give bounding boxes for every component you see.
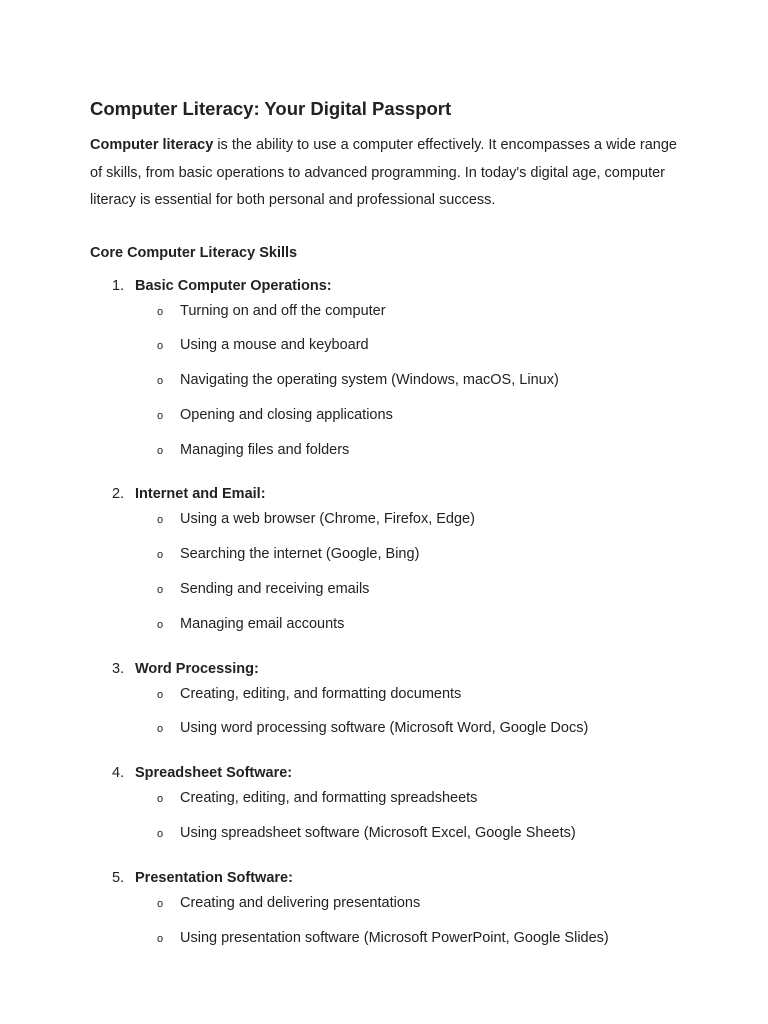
skill-subitem	[135, 301, 680, 336]
skills-list	[90, 276, 680, 963]
skill-number: 4.	[112, 765, 125, 782]
skill-item	[90, 868, 680, 963]
skill-subitems	[135, 788, 680, 858]
skill-subitem	[135, 928, 680, 963]
intro-bold-term: Computer literacy	[90, 137, 214, 153]
skill-subitem-text: Navigating the operating system (Windows, macOS, Linux)	[180, 372, 559, 389]
skill-item	[90, 276, 680, 475]
skill-subitem-text: Creating and delivering presentations	[180, 894, 421, 911]
skill-item	[90, 763, 680, 858]
circle-bullet-icon: o	[157, 375, 164, 388]
skill-subitem-text: Using spreadsheet software (Microsoft Excel, Google Sheets)	[180, 825, 576, 842]
skill-heading: Basic Computer Operations:	[135, 277, 332, 294]
skill-subitem-text: Using a mouse and keyboard	[180, 337, 369, 354]
skill-subitem	[135, 544, 680, 579]
document-page	[90, 97, 680, 972]
skill-subitem	[135, 893, 680, 928]
skill-subitem-text: Using a web browser (Chrome, Firefox, Edge)	[180, 511, 475, 528]
skill-heading: Word Processing:	[135, 660, 259, 677]
skill-subitem	[135, 440, 680, 475]
skill-subitem	[135, 788, 680, 823]
circle-bullet-icon: o	[157, 793, 164, 806]
circle-bullet-icon: o	[157, 514, 164, 527]
skill-subitem	[135, 405, 680, 440]
skill-subitem-text: Managing files and folders	[180, 441, 350, 458]
circle-bullet-icon: o	[157, 828, 164, 841]
skill-subitem	[135, 684, 680, 719]
skill-subitem	[135, 335, 680, 370]
circle-bullet-icon: o	[157, 444, 164, 457]
skill-heading: Spreadsheet Software:	[135, 765, 293, 782]
skill-subitems	[135, 893, 680, 963]
skill-item	[90, 659, 680, 754]
skill-subitems	[135, 684, 680, 754]
circle-bullet-icon: o	[157, 409, 164, 422]
circle-bullet-icon: o	[157, 340, 164, 353]
circle-bullet-icon: o	[157, 897, 164, 910]
skill-number: 5.	[112, 869, 125, 886]
skill-subitem-text: Creating, editing, and formatting spreadsheets	[180, 790, 478, 807]
circle-bullet-icon: o	[157, 618, 164, 631]
skill-subitem-text: Searching the internet (Google, Bing)	[180, 546, 420, 563]
circle-bullet-icon: o	[157, 688, 164, 701]
skill-subitems	[135, 509, 680, 648]
skill-subitem-text: Creating, editing, and formatting documents	[180, 685, 462, 702]
skill-subitem	[135, 718, 680, 753]
skill-number: 1.	[112, 277, 125, 294]
skill-number: 3.	[112, 660, 125, 677]
circle-bullet-icon: o	[157, 723, 164, 736]
skill-subitem	[135, 579, 680, 614]
section-heading: Core Computer Literacy Skills	[90, 244, 298, 261]
skill-subitem-text: Using word processing software (Microsoft Word, Google Docs)	[180, 720, 589, 737]
skill-heading: Internet and Email:	[135, 486, 266, 503]
intro-paragraph	[90, 132, 680, 215]
skill-subitem	[135, 509, 680, 544]
skill-subitem	[135, 614, 680, 649]
skill-subitem-text: Using presentation software (Microsoft PowerPoint, Google Slides)	[180, 929, 609, 946]
skill-heading: Presentation Software:	[135, 869, 293, 886]
circle-bullet-icon: o	[157, 584, 164, 597]
skill-subitems	[135, 301, 680, 475]
skill-subitem	[135, 370, 680, 405]
skill-subitem-text: Managing email accounts	[180, 615, 345, 632]
intro-text: is the ability to use a computer effectively. It encompasses a wide range of skills, from basic operations to advanced programming. In today's digital age, computer literacy is essential for both personal and professional success.	[90, 137, 677, 208]
document-title: Computer Literacy: Your Digital Passport	[90, 98, 452, 119]
circle-bullet-icon: o	[157, 549, 164, 562]
circle-bullet-icon: o	[157, 932, 164, 945]
skill-item	[90, 484, 680, 648]
skill-subitem-text: Opening and closing applications	[180, 406, 393, 423]
skill-subitem-text: Turning on and off the computer	[180, 302, 386, 319]
skill-number: 2.	[112, 486, 125, 503]
circle-bullet-icon: o	[157, 305, 164, 318]
skill-subitem	[135, 823, 680, 858]
skill-subitem-text: Sending and receiving emails	[180, 581, 370, 598]
